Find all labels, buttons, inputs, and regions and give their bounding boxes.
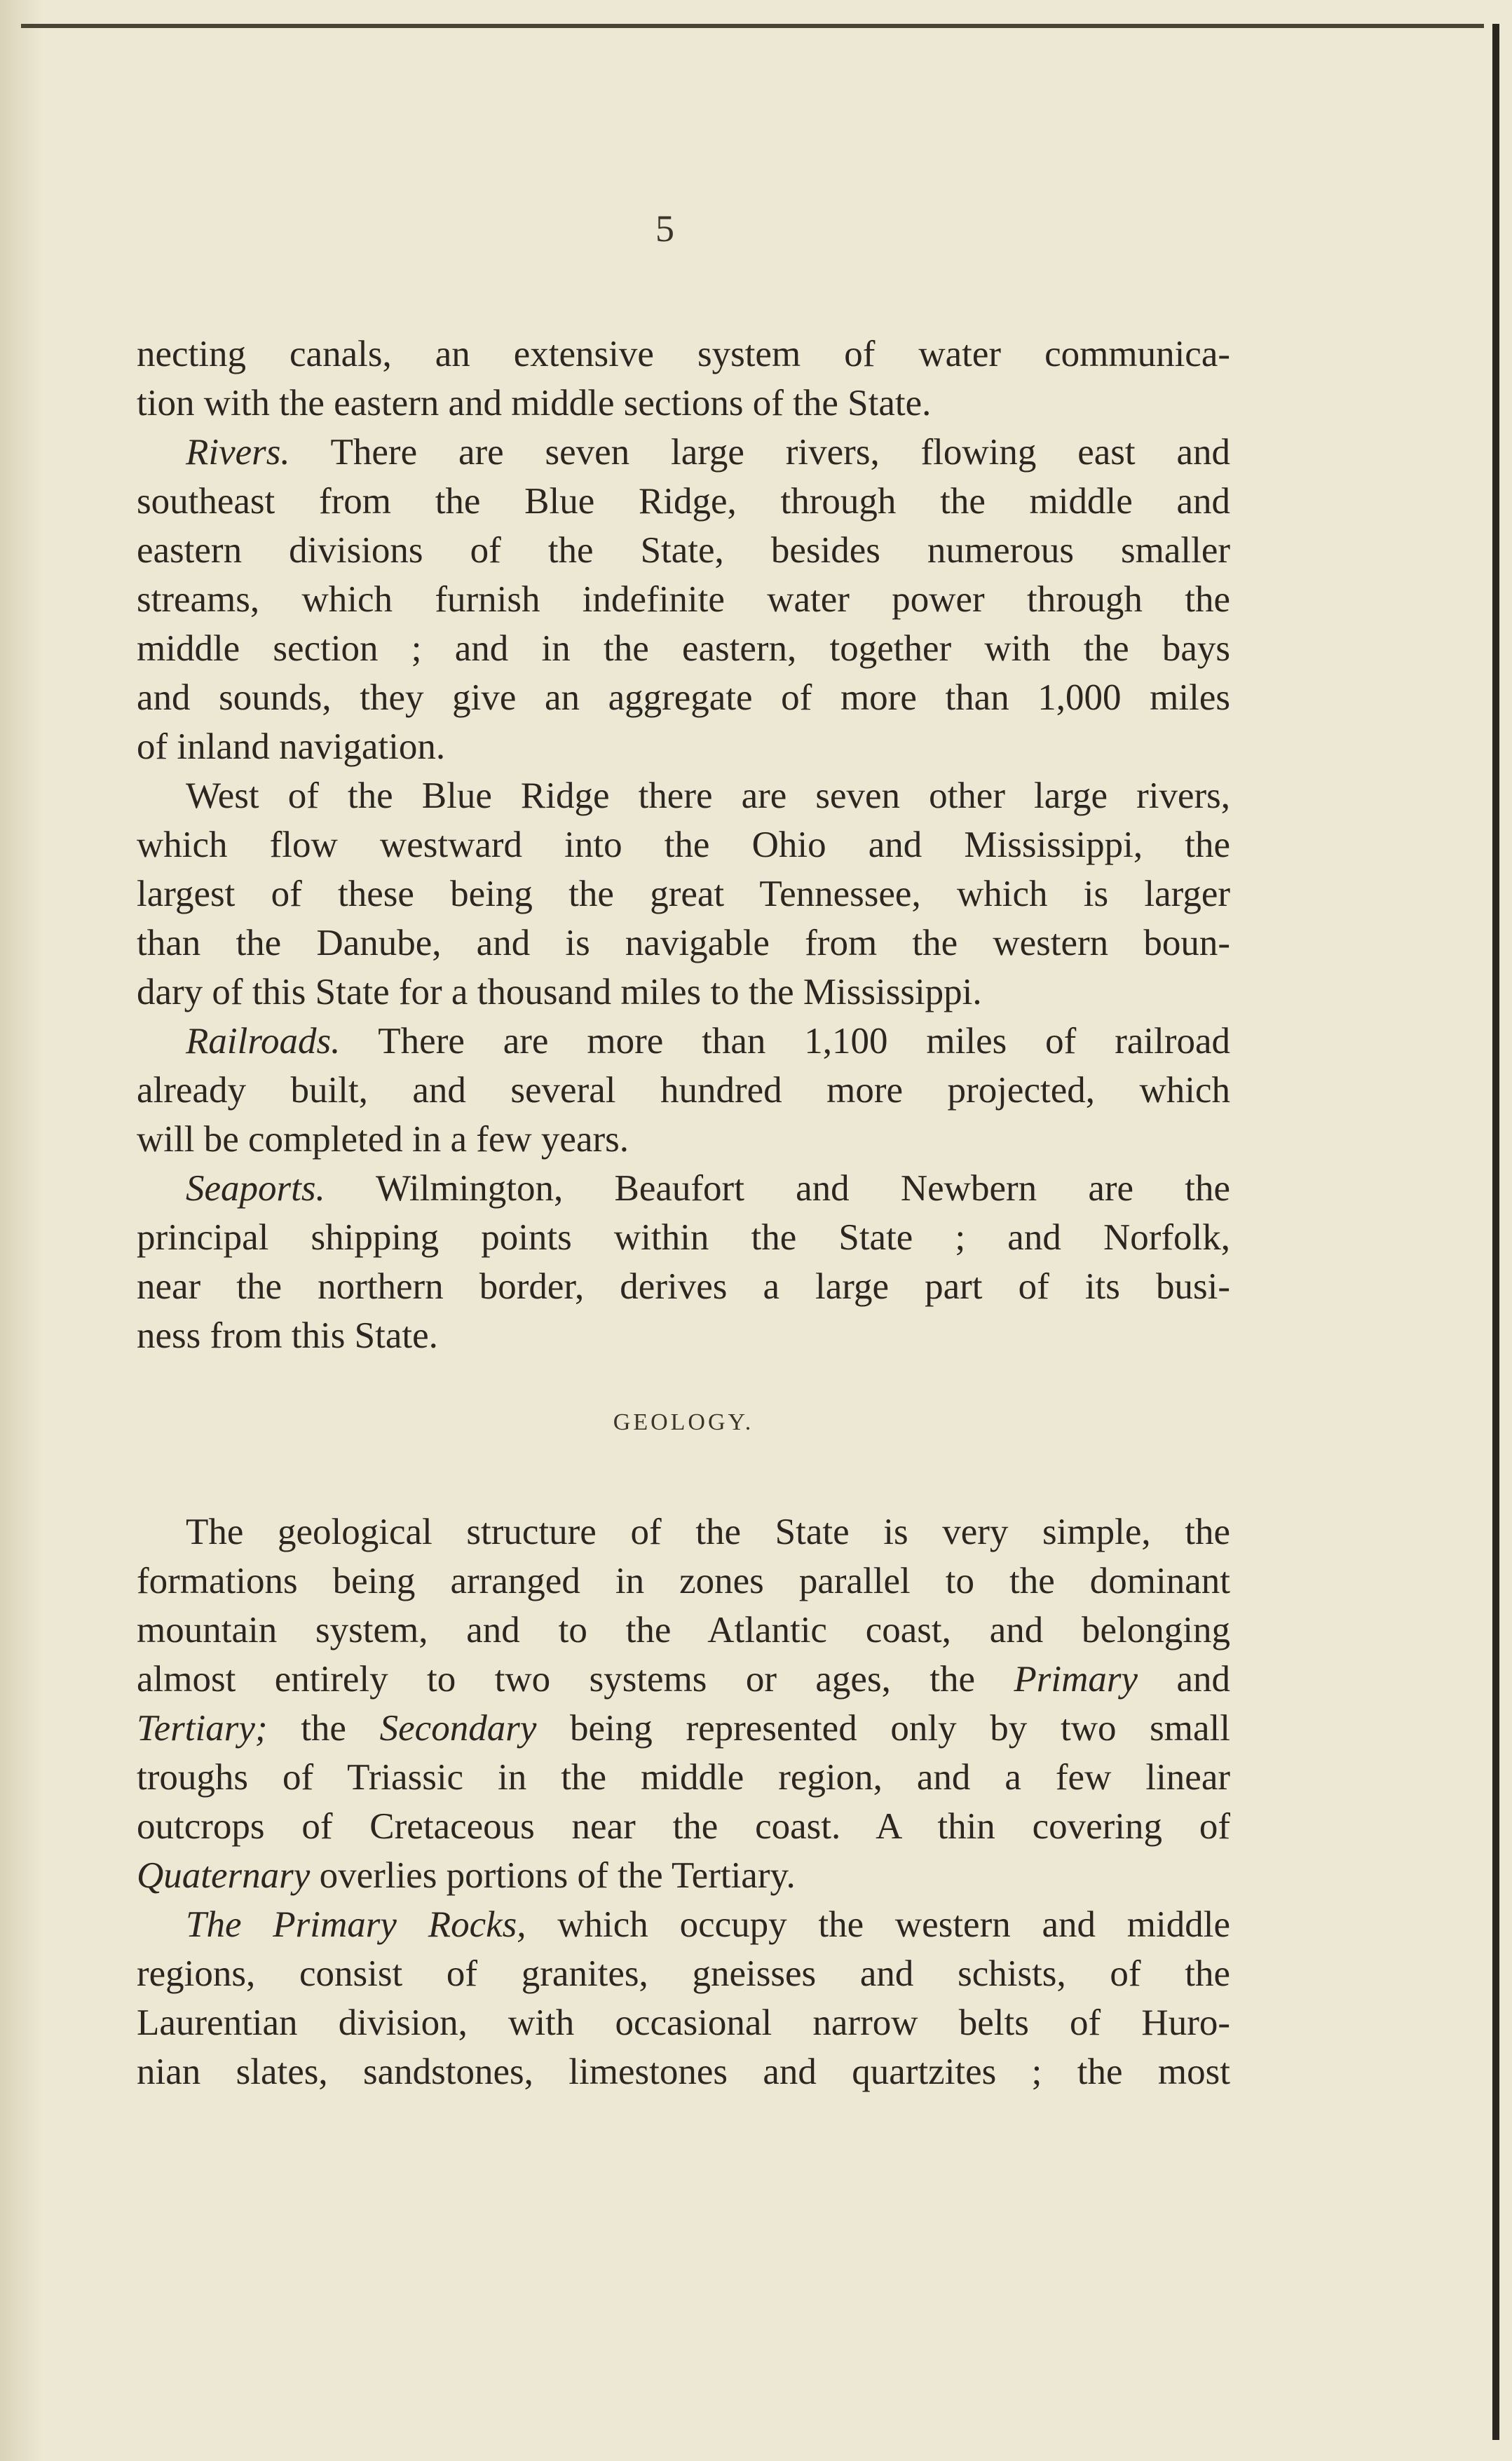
text-line (137, 1998, 1230, 2047)
text-line (137, 968, 1230, 1017)
italic-text: The Primary Rocks, (186, 1904, 526, 1945)
italic-text: Secondary (379, 1708, 537, 1749)
text-span: middle section ; and in the eastern, together with the bays (137, 628, 1230, 669)
text-line (186, 1017, 1230, 1066)
text-span: ness from this State. (137, 1315, 438, 1356)
text-line (137, 1606, 1230, 1655)
text-line (186, 771, 1230, 820)
text-span: eastern divisions of the State, besides numerous smaller (137, 530, 1230, 571)
text-line (137, 624, 1230, 673)
text-line (137, 330, 1230, 379)
text-line (137, 673, 1230, 722)
italic-text: Seaports. (186, 1168, 325, 1209)
text-line (137, 820, 1230, 869)
text-span: tion with the eastern and middle sections of the State. (137, 383, 932, 423)
text-line (137, 1655, 1230, 1704)
page-top-edge (21, 24, 1484, 28)
text-line (137, 575, 1230, 624)
text-line (137, 1851, 1230, 1900)
text-span: mountain system, and to the Atlantic coast, and belonging (137, 1610, 1230, 1650)
page-gutter-shadow (0, 0, 42, 2461)
text-line (186, 428, 1230, 477)
text-span: outcrops of Cretaceous near the coast. A thin covering of (137, 1806, 1230, 1847)
text-span: being represented only by two small (536, 1708, 1231, 1749)
page-number: 5 (655, 208, 674, 250)
text-line (137, 1213, 1230, 1262)
text-line (137, 379, 1230, 428)
text-line (137, 918, 1230, 968)
italic-text: Primary (1014, 1659, 1138, 1700)
text-line (137, 869, 1230, 918)
text-span: the (267, 1708, 380, 1749)
text-span: Laurentian division, with occasional narrow belts of Huro- (137, 2002, 1230, 2043)
text-line (137, 1262, 1230, 1311)
page-right-edge (1492, 24, 1499, 2440)
text-span: formations being arranged in zones parallel to the dominant (137, 1561, 1230, 1601)
text-span: of inland navigation. (137, 726, 446, 767)
text-span: troughs of Triassic in the middle region, and a few linear (137, 1757, 1230, 1798)
text-span: principal shipping points within the State ; and Norfolk, (137, 1217, 1230, 1258)
section-heading: GEOLOGY. (613, 1409, 754, 1435)
text-span: nian slates, sandstones, limestones and quartzites ; the most (137, 2052, 1230, 2092)
text-line (137, 1066, 1230, 1115)
text-span: will be completed in a few years. (137, 1119, 629, 1160)
italic-text: Tertiary; (137, 1708, 268, 1749)
text-line (137, 477, 1230, 526)
text-line (186, 1507, 1230, 1557)
text-line (137, 2047, 1230, 2096)
text-line (186, 1900, 1230, 1949)
text-line (137, 1753, 1230, 1802)
text-span: West of the Blue Ridge there are seven other large rivers, (186, 775, 1230, 816)
text-span: and sounds, they give an aggregate of more than 1,000 miles (137, 677, 1230, 718)
text-line (137, 1311, 1230, 1360)
text-line (137, 1115, 1230, 1164)
text-span: regions, consist of granites, gneisses and schists, of the (137, 1953, 1230, 1994)
text-span: largest of these being the great Tennessee, which is larger (137, 874, 1230, 914)
text-span: dary of this State for a thousand miles to the Mississippi. (137, 972, 982, 1012)
text-line (137, 722, 1230, 771)
text-span: than the Danube, and is navigable from the western boun- (137, 923, 1230, 963)
text-line (137, 1704, 1230, 1753)
italic-text: Railroads. (186, 1021, 341, 1062)
text-span: southeast from the Blue Ridge, through the middle and (137, 481, 1230, 522)
text-line (137, 1802, 1230, 1851)
text-line (137, 526, 1230, 575)
text-line (137, 1557, 1230, 1606)
text-line (186, 1164, 1230, 1213)
text-span: almost entirely to two systems or ages, the (137, 1659, 1014, 1700)
italic-text: Rivers. (186, 432, 290, 473)
text-span: near the northern border, derives a large part of its busi- (137, 1266, 1230, 1307)
text-span: There are seven large rivers, flowing east and (290, 432, 1230, 473)
text-line (137, 1949, 1230, 1998)
text-span: which occupy the western and middle (526, 1904, 1230, 1945)
text-span: and (1138, 1659, 1230, 1700)
text-span: streams, which furnish indefinite water power through the (137, 579, 1230, 620)
text-span: There are more than 1,100 miles of railroad (340, 1021, 1230, 1062)
text-span: Wilmington, Beaufort and Newbern are the (325, 1168, 1230, 1209)
text-span: already built, and several hundred more projected, which (137, 1070, 1230, 1111)
text-span: The geological structure of the State is very simple, the (186, 1512, 1230, 1552)
text-span: necting canals, an extensive system of water communica- (137, 334, 1230, 374)
text-span: which flow westward into the Ohio and Mississippi, the (137, 825, 1230, 865)
italic-text: Quaternary (137, 1855, 311, 1896)
text-span: overlies portions of the Tertiary. (310, 1855, 796, 1896)
